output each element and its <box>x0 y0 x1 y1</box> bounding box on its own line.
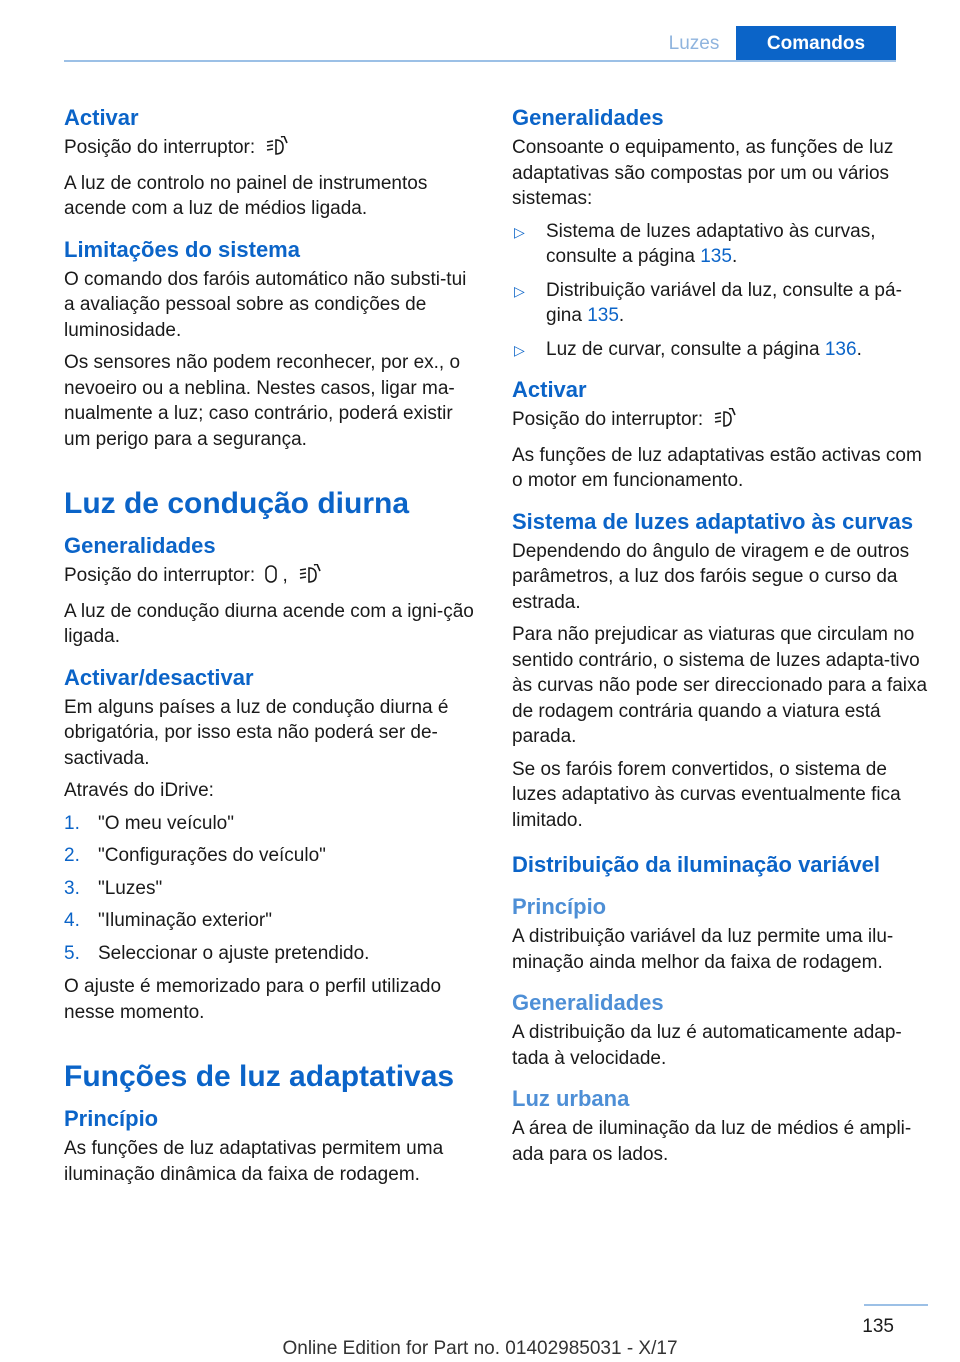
switch-position-line <box>64 135 480 164</box>
list-item <box>512 219 928 270</box>
right-column <box>512 100 928 1174</box>
page-header <box>0 0 960 62</box>
list-item <box>512 278 928 329</box>
distribution-principle-paragraph: A distribuição variável da luz permite uma ilu-minação ainda melhor da faixa de rodagem. <box>512 926 894 973</box>
page-link[interactable]: 135 <box>587 305 619 326</box>
activate-paragraph: As funções de luz adaptativas estão activas com o motor em funcionamento. <box>512 444 922 491</box>
item-end: . <box>856 338 862 360</box>
step-text: "Configurações do veículo" <box>98 845 326 866</box>
step-text: Seleccionar o ajuste pretendido. <box>98 942 370 964</box>
step-text: "O meu veículo" <box>98 812 234 834</box>
switch-position-line <box>512 407 928 436</box>
triangle-bullet-icon: ▷ <box>514 223 525 240</box>
heading-limitations: Limitações do sistema <box>64 236 300 262</box>
step-number: 3. <box>64 877 80 899</box>
switch-position-label: Posição do interruptor: <box>64 137 256 158</box>
page-number: 135 <box>862 1316 894 1337</box>
item-text: Distribuição variável da luz, consulte a pá-gina <box>546 279 902 326</box>
chapter-tab: Comandos <box>736 26 896 62</box>
principle-paragraph: As funções de luz adaptativas permitem uma iluminação dinâmica da faixa de rodagem. <box>64 1138 444 1185</box>
item-end: . <box>618 305 625 326</box>
footer-rule <box>864 1304 928 1306</box>
auto-headlight-icon <box>712 408 738 436</box>
idrive-steps-list <box>64 811 480 967</box>
daytime-switch-line <box>64 563 480 592</box>
heading-urban-light: Luz urbana <box>512 1086 630 1111</box>
step-number: 4. <box>64 910 80 931</box>
heading-generalidades: Generalidades <box>512 990 664 1015</box>
idrive-intro: Através do iDrive: <box>64 780 214 801</box>
heading-activar: Activar <box>512 377 587 402</box>
header-rule <box>64 60 896 62</box>
systems-list <box>512 219 928 363</box>
list-item <box>64 811 480 837</box>
heading-activar: Activar <box>64 105 139 130</box>
heading-principle: Princípio <box>512 894 607 919</box>
limitations-paragraph-2: Os sensores não podem reconhecer, por ex., o nevoeiro ou a neblina. Nestes casos, ligar ma-nualmente a luz; caso contrário, poderá existir um perigo para a segurança. <box>64 352 461 450</box>
heading-generalidades: Generalidades <box>64 533 216 558</box>
switch-off-icon <box>264 564 278 592</box>
step-text: "Luzes" <box>98 877 163 899</box>
item-end: . <box>731 246 738 267</box>
step-number: 5. <box>64 942 80 964</box>
daytime-paragraph: A luz de condução diurna acende com a igni-ção ligada. <box>64 600 474 647</box>
title-daytime-running-light: Luz de condução diurna <box>64 487 410 520</box>
auto-headlight-icon <box>264 136 290 164</box>
item-text: Sistema de luzes adaptativo às curvas, consulte a página <box>546 220 876 267</box>
switch-position-label: Posição do interruptor: <box>512 409 704 430</box>
page-link[interactable]: 135 <box>700 246 732 267</box>
icon-separator: , <box>282 565 288 586</box>
activate-paragraph: A luz de controlo no painel de instrumentos acende com a luz de médios ligada. <box>64 172 428 219</box>
auto-headlight-icon <box>297 564 323 592</box>
general-paragraph: Consoante o equipamento, as funções de luz adaptativas são compostas por um ou vários sistemas: <box>512 137 894 209</box>
step-number: 1. <box>64 812 80 834</box>
list-item <box>64 941 480 967</box>
distribution-general-paragraph: A distribuição da luz é automaticamente adap-tada à velocidade. <box>512 1022 902 1069</box>
triangle-bullet-icon: ▷ <box>514 282 525 299</box>
heading-generalidades: Generalidades <box>512 105 664 130</box>
page-link[interactable]: 136 <box>824 338 857 360</box>
limitations-paragraph-1: O comando dos faróis automático não substi-tui a avaliação pessoal sobre as condições de luminosidade. <box>64 268 467 341</box>
edition-footer: Online Edition for Part no. 01402985031 - X/17 <box>282 1338 678 1359</box>
toggle-paragraph: Em alguns países a luz de condução diurna é obrigatória, por isso esta não poderá ser de-sactivada. <box>64 696 449 769</box>
heading-variable-distribution: Distribuição da iluminação variável <box>512 852 881 877</box>
switch-position-label: Posição do interruptor: <box>64 565 256 586</box>
item-text: Luz de curvar, consulte a página <box>546 338 825 360</box>
list-item <box>64 843 480 869</box>
curves-paragraph-1: Dependendo do ângulo de viragem e de outros parâmetros, a luz dos faróis segue o curso da estrada. <box>512 540 910 613</box>
left-column <box>64 100 480 1194</box>
curves-paragraph-3: Se os faróis forem convertidos, o sistema de luzes adaptativo às curvas eventualmente fica limitado. <box>512 758 901 831</box>
step-text: "Iluminação exterior" <box>98 910 273 931</box>
step-number: 2. <box>64 845 80 866</box>
urban-light-paragraph: A área de iluminação da luz de médios é ampli-ada para os lados. <box>512 1118 912 1165</box>
heading-activar-desactivar: Activar/desactivar <box>64 664 254 690</box>
list-item <box>64 908 480 934</box>
triangle-bullet-icon: ▷ <box>514 341 525 358</box>
section-label: Luzes <box>668 33 720 54</box>
heading-adaptive-curves: Sistema de luzes adaptativo às curvas <box>512 508 914 534</box>
curves-paragraph-2: Para não prejudicar as viaturas que circulam no sentido contrário, o sistema de luzes adapta-tivo às curvas não pode ser direccionado para a faixa de rodagem contrária quando a viatura está parada. <box>512 624 928 747</box>
memorized-paragraph: O ajuste é memorizado para o perfil utilizado nesse momento. <box>64 976 442 1023</box>
list-item <box>512 337 928 363</box>
heading-principle: Princípio <box>64 1106 159 1131</box>
list-item <box>64 876 480 902</box>
title-adaptive-light-functions: Funções de luz adaptativas <box>64 1060 455 1093</box>
